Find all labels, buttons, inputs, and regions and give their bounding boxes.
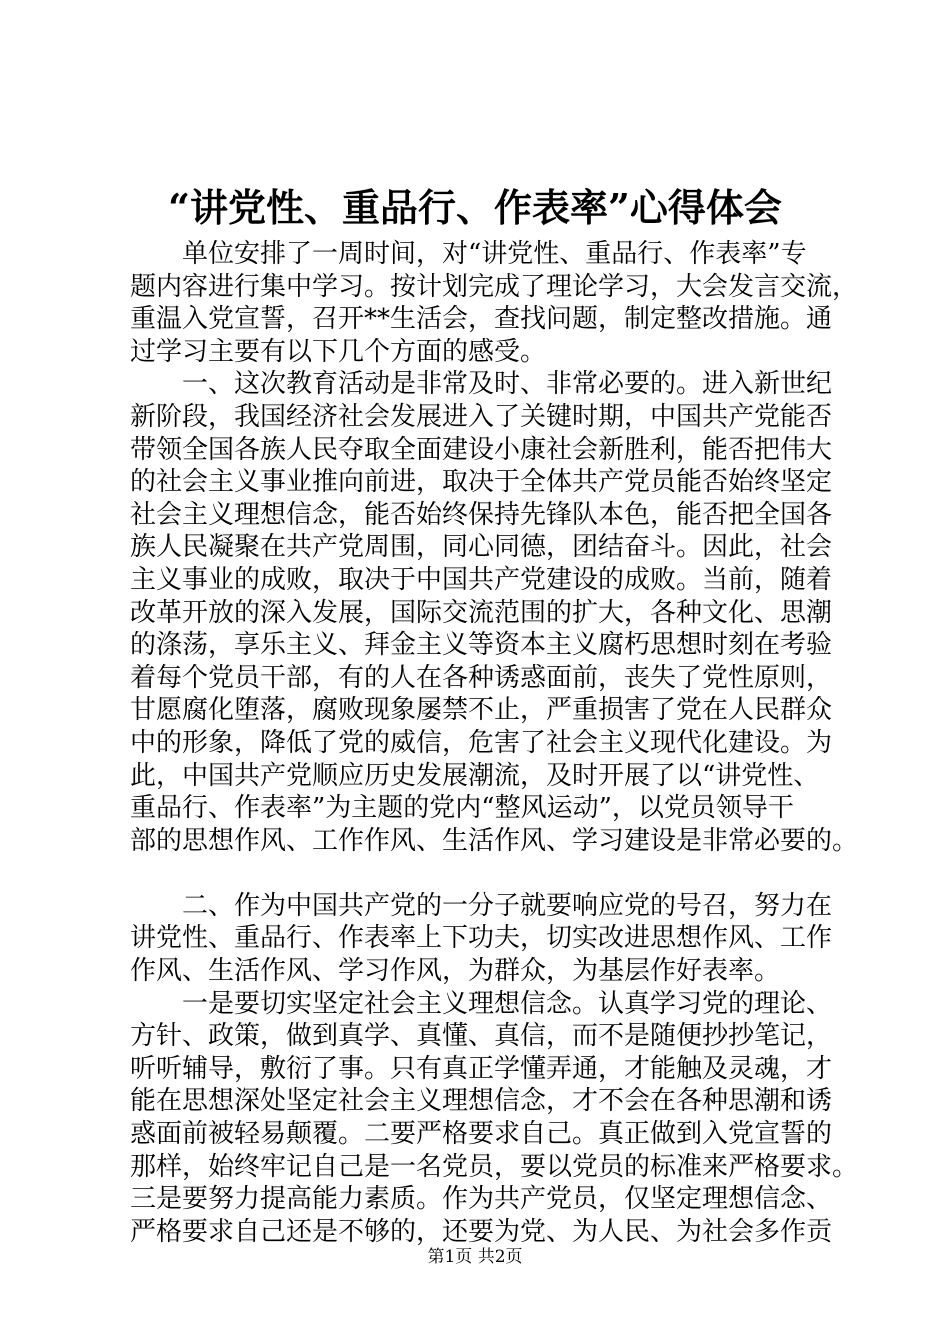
text-line: 此，中国共产党顺应历史发展潮流，及时开展了以“讲党性、 xyxy=(130,760,820,791)
text-line: 二、作为中国共产党的一分子就要响应党的号召，努力在 xyxy=(182,890,833,921)
text-line: 一是要切实坚定社会主义理想信念。认真学习党的理论、 xyxy=(182,988,833,1019)
document-body xyxy=(130,238,859,1248)
text-line: 重品行、作表率”为主题的党内“整风运动”，以党员领导干 xyxy=(130,793,794,824)
text-line: 主义事业的成败，取决于中国共产党建设的成败。当前，随着 xyxy=(130,564,833,595)
text-line: 能在思想深处坚定社会主义理想信念，才不会在各种思潮和诱 xyxy=(130,1086,833,1117)
page-footer: 第1页 共2页 xyxy=(427,1247,523,1267)
text-line: 改革开放的深入发展，国际交流范围的扩大，各种文化、思潮 xyxy=(130,597,833,628)
text-line: 单位安排了一周时间，对“讲党性、重品行、作表率”专 xyxy=(182,239,807,269)
text-line: 惑面前被轻易颠覆。二要严格要求自己。真正做到入党宣誓的 xyxy=(130,1119,833,1150)
text-line: 题内容进行集中学习。按计划完成了理论学习，大会发言交流， xyxy=(130,271,859,302)
text-line: 严格要求自己还是不够的，还要为党、为人民、为社会多作贡 xyxy=(130,1216,833,1247)
document-title: “讲党性、重品行、作表率”心得体会 xyxy=(168,185,782,230)
text-line: 一、这次教育活动是非常及时、非常必要的。进入新世纪 xyxy=(182,369,833,400)
text-line: 族人民凝聚在共产党周围，同心同德，团结奋斗。因此，社会 xyxy=(130,532,833,563)
text-line: 方针、政策，做到真学、真懂、真信，而不是随便抄抄笔记， xyxy=(130,1021,833,1052)
text-line: 的社会主义事业推向前进，取决于全体共产党员能否始终坚定 xyxy=(130,467,833,498)
text-line: 着每个党员干部，有的人在各种诱惑面前，丧失了党性原则， xyxy=(130,662,833,693)
text-line: 部的思想作风、工作作风、生活作风、学习建设是非常必要的。 xyxy=(130,825,859,856)
text-line: 新阶段，我国经济社会发展进入了关键时期，中国共产党能否 xyxy=(130,401,833,432)
text-line: 带领全国各族人民夺取全面建设小康社会新胜利，能否把伟大 xyxy=(130,434,833,465)
text-line: 重温入党宣誓，召开**生活会，查找问题，制定整改措施。通 xyxy=(130,304,833,335)
text-line: 那样，始终牢记自己是一名党员，要以党员的标准来严格要求。 xyxy=(130,1151,859,1182)
text-line: 中的形象，降低了党的威信，危害了社会主义现代化建设。为 xyxy=(130,727,833,758)
text-line: 听听辅导，敷衍了事。只有真正学懂弄通，才能触及灵魂，才 xyxy=(130,1053,833,1084)
text-line: 三是要努力提高能力素质。作为共产党员，仅坚定理想信念、 xyxy=(130,1184,833,1215)
text-line: 讲党性、重品行、作表率上下功夫，切实改进思想作风、工作 xyxy=(130,923,833,954)
text-line: 过学习主要有以下几个方面的感受。 xyxy=(130,336,547,367)
blank-line xyxy=(130,857,835,890)
text-line: 社会主义理想信念，能否始终保持先锋队本色，能否把全国各 xyxy=(130,499,833,530)
text-line: 的涤荡，享乐主义、拜金主义等资本主义腐朽思想时刻在考验 xyxy=(130,630,833,661)
text-line: 甘愿腐化堕落，腐败现象屡禁不止，严重损害了党在人民群众 xyxy=(130,695,833,726)
text-line: 作风、生活作风、学习作风，为群众，为基层作好表率。 xyxy=(130,956,781,987)
